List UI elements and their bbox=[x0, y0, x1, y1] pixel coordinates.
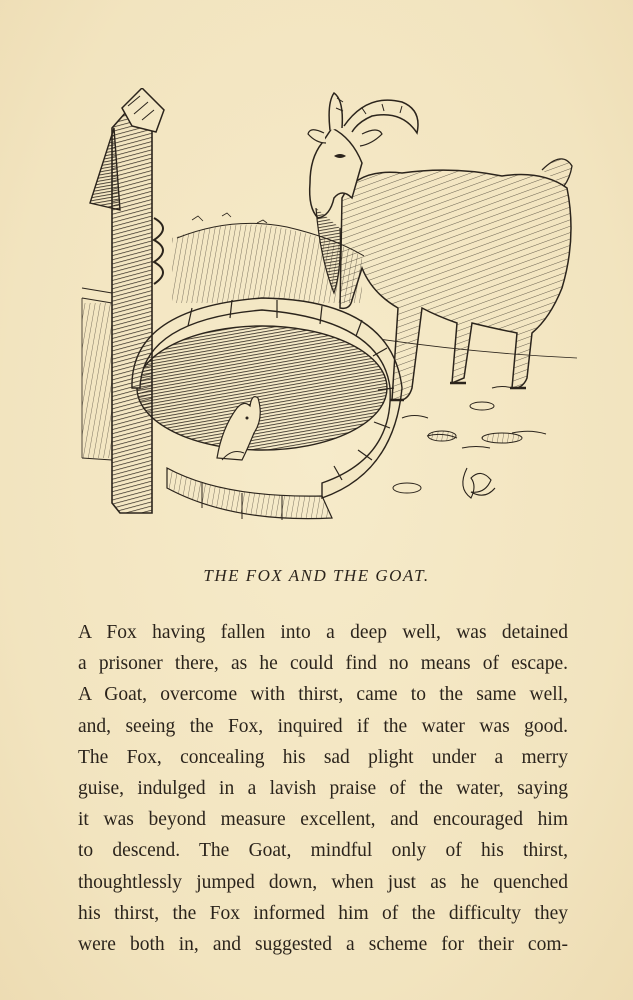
body-text bbox=[78, 617, 568, 960]
fox-and-goat-engraving bbox=[72, 88, 587, 528]
body-line: A Goat, overcome with thirst, came to the same well, bbox=[78, 684, 568, 706]
body-line: guise, indulged in a lavish praise of the water, saying bbox=[78, 777, 568, 799]
body-line: were both in, and suggested a scheme for their com- bbox=[78, 933, 568, 955]
body-line: it was beyond measure excellent, and encouraged him bbox=[78, 809, 568, 831]
body-line: and, seeing the Fox, inquired if the water was good. bbox=[78, 715, 568, 737]
body-line: thoughtlessly jumped down, when just as he quenched bbox=[78, 871, 568, 893]
body-line: to descend. The Goat, mindful only of his thirst, bbox=[78, 840, 568, 862]
body-line: a prisoner there, as he could find no means of escape. bbox=[78, 653, 568, 675]
body-line: his thirst, the Fox informed him of the difficulty they bbox=[78, 902, 568, 924]
illustration-caption: THE FOX AND THE GOAT. bbox=[203, 566, 430, 585]
body-line: The Fox, concealing his sad plight under a merry bbox=[78, 746, 568, 768]
body-line: A Fox having fallen into a deep well, was detained bbox=[78, 622, 568, 643]
